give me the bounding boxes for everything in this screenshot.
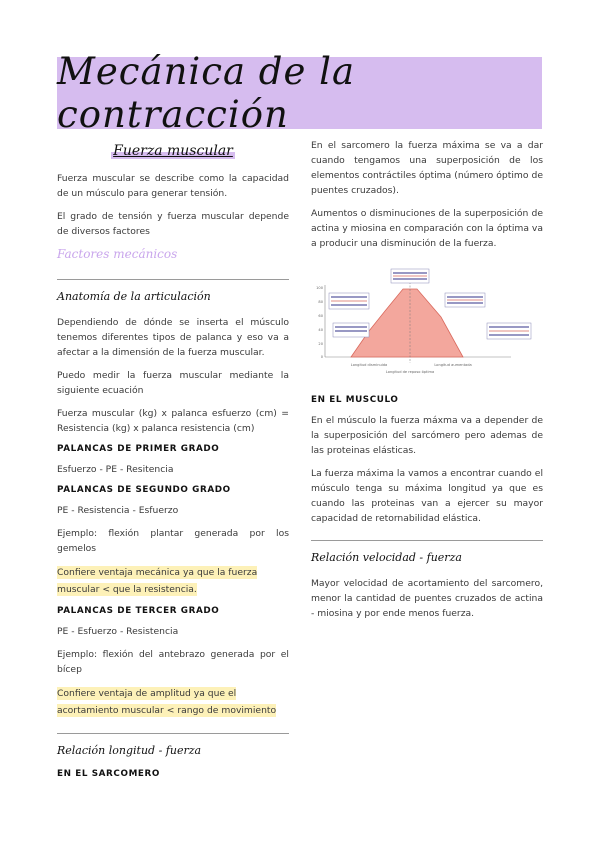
y-tick-label: 40 <box>318 328 323 332</box>
palanca-1-heading: PALANCAS DE PRIMER GRADO <box>57 444 220 454</box>
paragraph: El grado de tensión y fuerza muscular depende de diversos factores <box>57 211 289 237</box>
section-heading <box>57 140 289 159</box>
y-tick-label: 0 <box>320 355 323 359</box>
y-tick-label: 100 <box>316 286 323 290</box>
paragraph: En el músculo la fuerza máxma va a depender de la superposición del sarcómero pero ademas de las proteinas elásticas. <box>311 415 543 456</box>
x-axis-label: Longitud aumentada <box>434 363 472 367</box>
divider <box>311 540 543 541</box>
palanca-3-heading: PALANCAS DE TERCER GRADO <box>57 606 220 616</box>
paragraph: Aumentos o disminuciones de la superposición de actina y miosina en comparación con la óptima va a producir una disminución de la fuerza. <box>311 208 543 249</box>
y-tick-label: 60 <box>318 314 323 318</box>
paragraph: PE - Resistencia - Esfuerzo <box>57 505 179 516</box>
sarcomere-glyph-c <box>391 269 429 283</box>
sarcomere-glyph-b <box>333 323 369 337</box>
paragraph: Dependiendo de dónde se inserta el músculo tenemos diferentes tipos de palanca y eso va a afectar a la dimensión de la fuerza muscular. <box>57 317 289 358</box>
paragraph: Ejemplo: flexión del antebrazo generada por el bícep <box>57 649 289 675</box>
sarcomere-glyph-e <box>487 323 531 339</box>
sarcomere-glyph-a <box>329 293 369 309</box>
highlight-note <box>57 685 289 719</box>
paragraph: Ejemplo: flexión plantar generada por los gemelos <box>57 528 289 554</box>
highlight-note <box>57 564 289 598</box>
length-tension-figure <box>311 265 543 385</box>
divider <box>57 279 289 280</box>
title-banner <box>57 50 542 136</box>
sarcomero-heading: EN EL SARCOMERO <box>57 769 160 779</box>
paragraph: Esfuerzo - PE - Resitencia <box>57 464 174 475</box>
y-tick-label: 20 <box>318 342 323 346</box>
paragraph: La fuerza máxima la vamos a encontrar cuando el músculo tenga su máxima longitud ya que es cuando las proteinas van a ejercer su mayor capacidad de retornabilidad elástica. <box>311 468 543 524</box>
y-tick-label: 80 <box>318 300 323 304</box>
highlight-text: Confiere ventaja mecánica ya que la fuerza muscular < que la resistencia. <box>57 567 258 595</box>
paragraph: Fuerza muscular se describe como la capacidad de un músculo para generar tensión. <box>57 173 289 199</box>
left-column <box>57 138 289 787</box>
paragraph: Mayor velocidad de acortamiento del sarcomero, menor la cantidad de puentes cruzados de actina - miosina y por ende menos fuerza. <box>311 578 543 619</box>
fuerza-muscular-heading: Fuerza muscular <box>113 143 233 159</box>
paragraph: PE - Esfuerzo - Resistencia <box>57 626 179 637</box>
sarcomere-glyph-d <box>445 293 485 307</box>
equation: Fuerza muscular (kg) x palanca esfuerzo (cm) = Resistencia (kg) x palanca resistencia (cm) <box>57 408 289 434</box>
anatomia-heading: Anatomía de la articulación <box>57 290 211 303</box>
divider <box>57 733 289 734</box>
relacion-longitud-heading: Relación longitud - fuerza <box>57 744 202 757</box>
paragraph: Puedo medir la fuerza muscular mediante la siguiente ecuación <box>57 370 289 396</box>
page-title: Mecánica de la contracción <box>57 50 356 136</box>
factores-heading: Factores mecánicos <box>57 247 178 261</box>
palanca-2-heading: PALANCAS DE SEGUNDO GRADO <box>57 485 231 495</box>
right-column <box>311 138 543 629</box>
highlight-text: Confiere ventaja de amplitud ya que el acortamiento muscular < rango de movimiento <box>57 688 277 716</box>
x-axis-label: Longitud disminuida <box>350 363 388 367</box>
paragraph: En el sarcomero la fuerza máxima se va a dar cuando tengamos una superposición de los elementos contráctiles óptima (número óptimo de puentes cruzados). <box>311 140 543 196</box>
length-tension-diagram <box>311 265 543 385</box>
musculo-heading: EN EL MUSCULO <box>311 395 399 405</box>
x-axis-label: Longitud de reposo óptima <box>385 370 435 374</box>
relacion-velocidad-heading: Relación velocidad - fuerza <box>311 551 462 564</box>
